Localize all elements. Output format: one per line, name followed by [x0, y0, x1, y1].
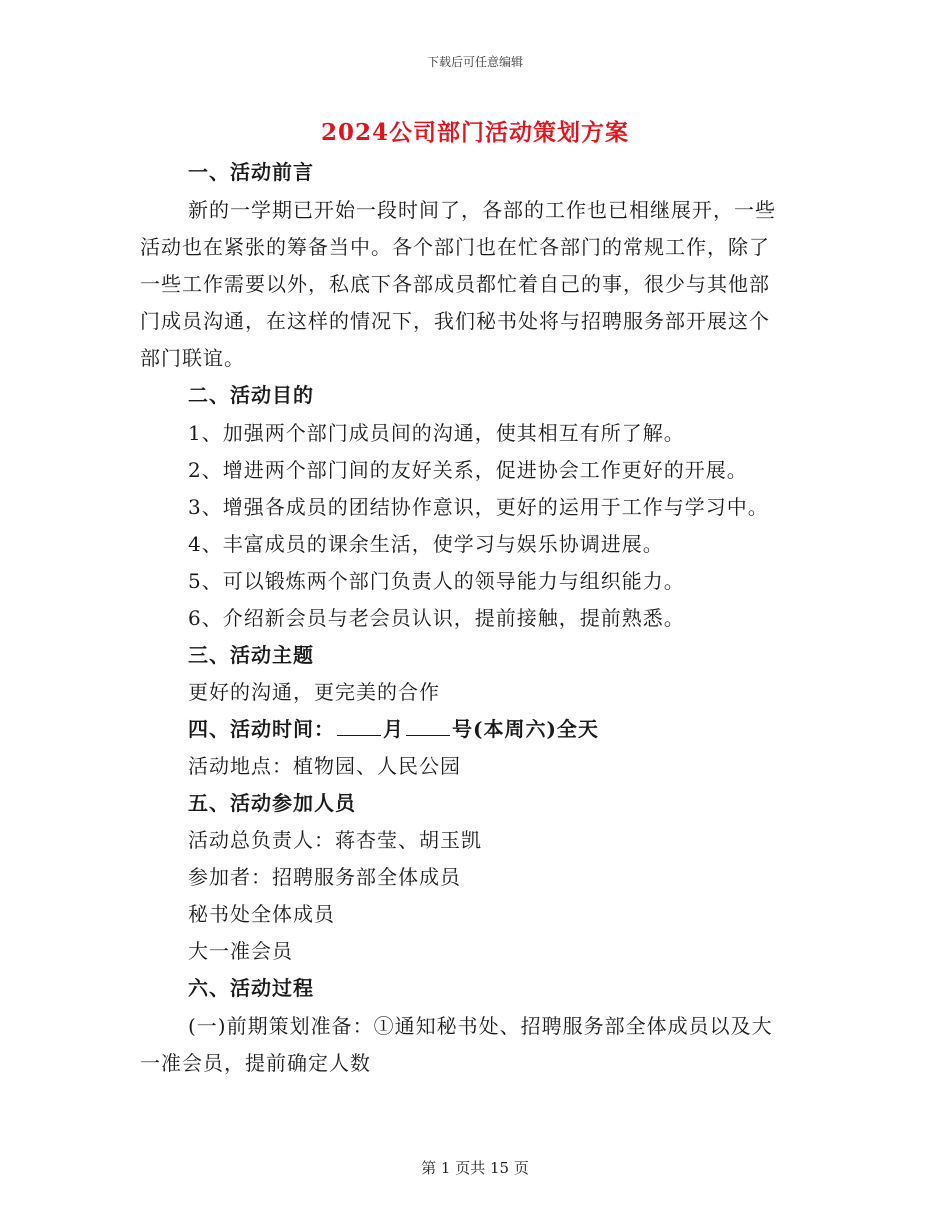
goal-item: 1、加强两个部门成员间的沟通，使其相互有所了解。 [188, 421, 685, 445]
process-paragraph-line: (一)前期策划准备：①通知秘书处、招聘服务部全体成员以及大 [188, 1014, 773, 1038]
month-blank [337, 717, 381, 736]
section-1-paragraph-line: 门成员沟通，在这样的情况下，我们秘书处将与招聘服务部开展这个 [140, 309, 770, 333]
document-title: 2024公司部门活动策划方案 [320, 119, 629, 146]
day-blank [406, 717, 450, 736]
process-paragraph-line: 一准会员，提前确定人数 [140, 1051, 371, 1075]
participant-line: 秘书处全体成员 [188, 902, 335, 926]
section-1-paragraph-line: 部门联谊。 [140, 346, 245, 370]
time-label: 四、活动时间： [188, 717, 335, 741]
section-4-heading [188, 713, 599, 742]
goal-item: 2、增进两个部门间的友好关系，促进协会工作更好的开展。 [188, 458, 748, 482]
page-footer: 第 1 页共 15 页 [421, 1159, 529, 1177]
section-6-heading: 六、活动过程 [188, 976, 314, 1000]
section-2-heading: 二、活动目的 [188, 383, 314, 407]
participant-line: 活动总负责人：蒋杏莹、胡玉凯 [188, 828, 482, 852]
header-note: 下载后可任意编辑 [426, 55, 523, 69]
day-label: 号(本周六)全天 [452, 717, 599, 741]
section-1-paragraph-line: 活动也在紧张的筹备当中。各个部门也在忙各部门的常规工作，除了 [140, 235, 770, 259]
section-1-heading: 一、活动前言 [188, 160, 314, 184]
goal-item: 4、丰富成员的课余生活，使学习与娱乐协调进展。 [188, 532, 664, 556]
section-1-paragraph-line: 一些工作需要以外，私底下各部成员都忙着自己的事，很少与其他部 [140, 272, 770, 296]
section-5-heading: 五、活动参加人员 [188, 791, 356, 815]
participant-line: 参加者：招聘服务部全体成员 [188, 865, 461, 889]
location-text: 活动地点：植物园、人民公园 [188, 754, 461, 778]
goal-item: 5、可以锻炼两个部门负责人的领导能力与组织能力。 [188, 569, 685, 593]
goal-item: 3、增强各成员的团结协作意识，更好的运用于工作与学习中。 [188, 495, 769, 519]
section-3-heading: 三、活动主题 [188, 643, 314, 667]
goal-item: 6、介绍新会员与老会员认识，提前接触，提前熟悉。 [188, 606, 685, 630]
month-label: 月 [383, 717, 404, 741]
section-1-paragraph-line: 新的一学期已开始一段时间了，各部的工作也已相继展开，一些 [188, 198, 776, 222]
theme-text: 更好的沟通，更完美的合作 [188, 680, 440, 704]
participant-line: 大一准会员 [188, 939, 293, 963]
